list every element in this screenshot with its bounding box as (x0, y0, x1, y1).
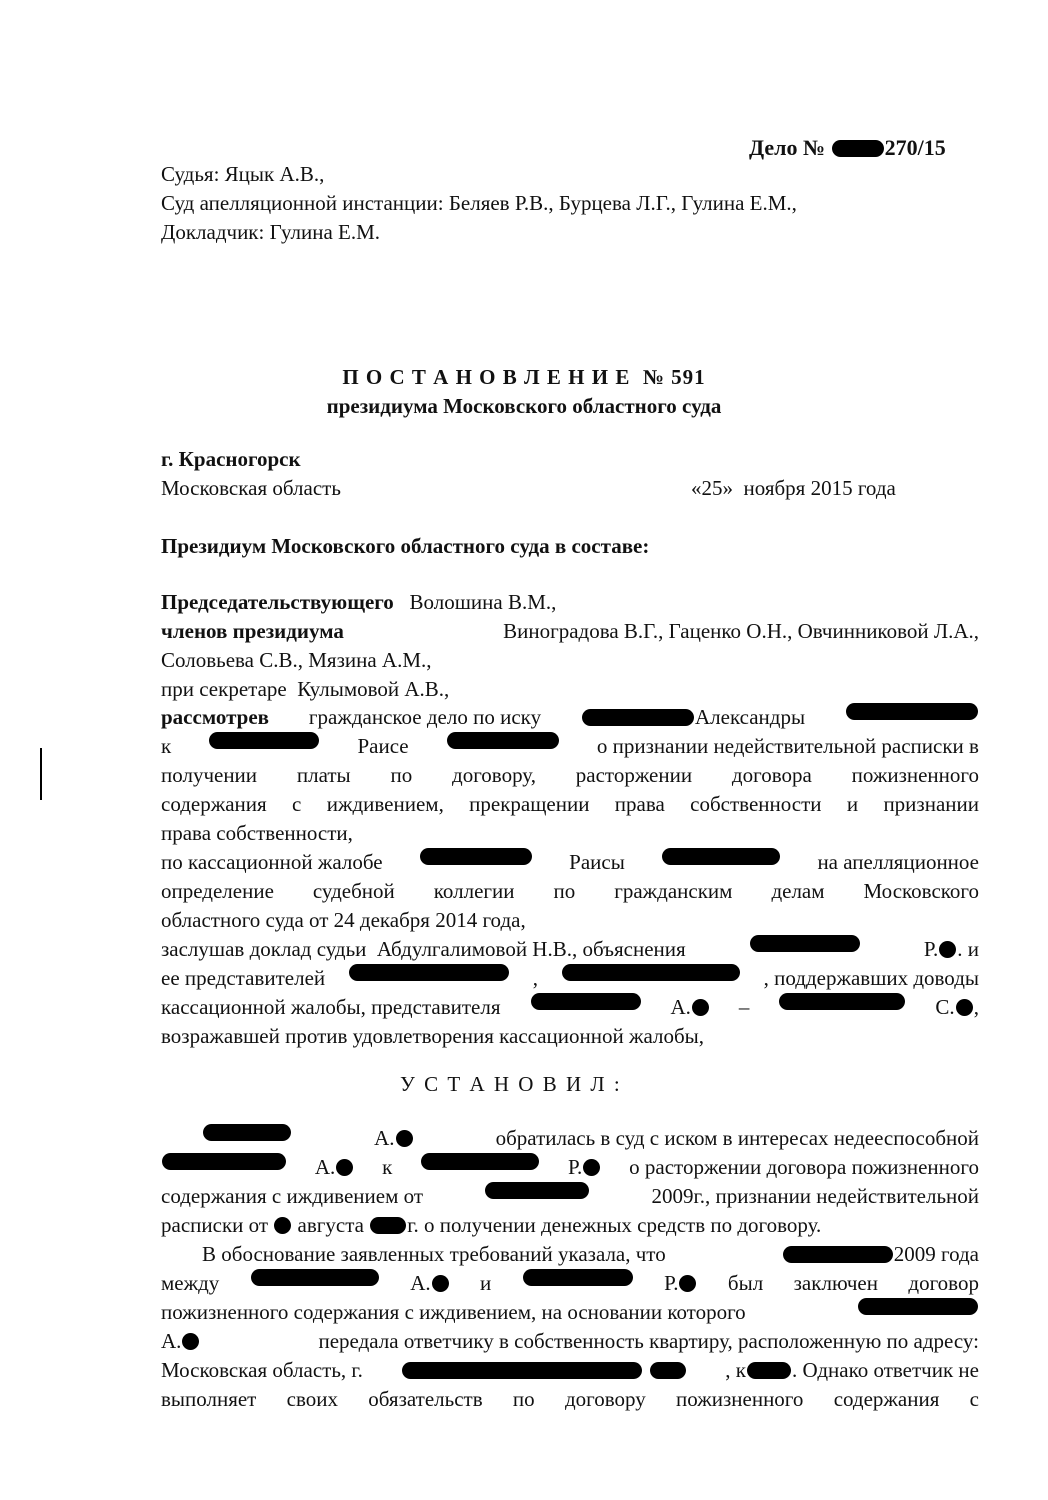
review-line-3: получении платы по договору, расторжении договора пожизненного (161, 763, 979, 787)
word-k2: , к (725, 1358, 746, 1382)
judge-line: Судья: Яцык А.В., (161, 162, 325, 186)
redaction (370, 1217, 406, 1234)
word-contract: договор (908, 1271, 979, 1295)
p1-line-4 (161, 1211, 821, 1239)
redaction (336, 1159, 353, 1176)
redaction (750, 935, 860, 952)
word-was: был (727, 1271, 764, 1295)
redaction (420, 848, 532, 865)
p1-line-1 (202, 1124, 979, 1152)
heard-text-4: кассационной жалобы, представителя (161, 995, 501, 1019)
word-a: А. (314, 1155, 336, 1179)
p1-text-4: 2009г., признании недействительной (651, 1184, 979, 1208)
review-line-5: права собственности, (161, 821, 353, 845)
p1-text-2: о расторжении договора пожизненного (629, 1155, 979, 1179)
p2-line-6: выполняет своих обязательств по договору пожизненного содержания с (161, 1387, 979, 1411)
cassation-line-2: определение судебной коллегии по гражданским делам Московского (161, 879, 979, 903)
redaction (432, 1275, 449, 1292)
redaction (421, 1153, 539, 1170)
redaction (562, 964, 740, 981)
word-r: Р. (664, 1271, 679, 1295)
word-k: к (382, 1155, 393, 1179)
p2-line-3 (161, 1298, 979, 1326)
heard-text-2: ее представителей (161, 966, 326, 990)
p2-text-3: пожизненного содержания с иждивением, на основании которого (161, 1300, 746, 1324)
redaction (396, 1130, 413, 1147)
redaction (692, 999, 709, 1016)
p1-line-2 (161, 1153, 979, 1181)
heard-text: заслушав доклад судьи Абдулгалимовой Н.В., объяснения (161, 937, 686, 961)
redaction (485, 1182, 589, 1199)
review-line-1 (161, 703, 979, 731)
document-subtitle: президиума Московского областного суда (326, 394, 722, 418)
speaker-line: Докладчик: Гулина Е.М. (161, 220, 381, 244)
established-heading: У С Т А Н О В И Л : (400, 1072, 622, 1096)
p2-text-6: . Однако ответчик не (791, 1358, 979, 1382)
cassation-line-1 (161, 848, 979, 876)
word-r: Р. (568, 1155, 583, 1179)
redaction (162, 1153, 286, 1170)
review-text: гражданское дело по иску (308, 705, 542, 729)
redaction (956, 999, 973, 1016)
heard-line-4: возражавшей против удовлетворения кассационной жалобы, (161, 1024, 705, 1048)
case-number (749, 134, 946, 162)
p2-line-1 (202, 1240, 979, 1268)
p2-line-4 (161, 1327, 979, 1355)
redaction (832, 140, 884, 157)
redaction (203, 1124, 291, 1141)
cassation-text: по кассационной жалобе (161, 850, 383, 874)
redaction (747, 1362, 791, 1379)
members-line-2: Соловьева С.В., Мязина А.М., (161, 648, 432, 672)
composition-heading: Президиум Московского областного суда в составе: (161, 534, 650, 558)
secretary-line: при секретаре Кулымовой А.В., (161, 677, 450, 701)
document-title: П О С Т А Н О В Л Е Н И Е № 591 (342, 365, 706, 389)
heard-line-3: кассационной жалобы, представителя А. – С. , (161, 995, 979, 1019)
word-between: между (161, 1271, 220, 1295)
redaction (531, 993, 641, 1010)
redaction (858, 1298, 978, 1315)
redaction (583, 1159, 600, 1176)
word-dash: – (738, 995, 750, 1019)
word-alexandra: Александры (695, 705, 806, 729)
heard-line-2 (161, 964, 979, 992)
chair-name: Волошина В.М., (409, 590, 557, 614)
word-raisy: Раисы (569, 850, 625, 874)
p1-text-3: содержания с иждивением от (161, 1184, 424, 1208)
redaction (251, 1269, 379, 1286)
cassation-line-3: областного суда от 24 декабря 2014 года, (161, 908, 526, 932)
p1-line-3 (161, 1182, 979, 1210)
word-raise: Раисе (357, 734, 409, 758)
appeal-court-line: Суд апелляционной инстанции: Беляев Р.В., Бурцева Л.Г., Гулина Е.М., (161, 191, 797, 215)
redaction (274, 1217, 291, 1234)
redaction (679, 1275, 696, 1292)
redaction (783, 1246, 893, 1263)
p2-text-5: Московская область, г. (161, 1358, 363, 1382)
word-concluded: заключен (793, 1271, 878, 1295)
case-number-prefix: Дело № (749, 135, 826, 160)
chair-line (161, 588, 556, 616)
redaction (650, 1362, 686, 1379)
word-a: А. (670, 995, 691, 1019)
review-label: рассмотрев (161, 705, 269, 729)
members-label: членов президиума (161, 619, 344, 643)
word-r: Р. (923, 937, 939, 961)
redaction (182, 1333, 199, 1350)
word-comma: , (532, 966, 538, 990)
p1-text: обратилась в суд с иском в интересах недееспособной (495, 1126, 979, 1150)
city: г. Красногорск (161, 447, 301, 471)
word-a: А. (374, 1126, 395, 1150)
word-a: А. (410, 1271, 431, 1295)
redaction (939, 941, 956, 958)
redaction (846, 703, 978, 720)
p1-text-5: расписки от (161, 1213, 269, 1237)
p1-text-6: августа (297, 1213, 364, 1237)
p1-text-7: г. о получении денежных средств по договору. (407, 1213, 822, 1237)
region: Московская область (161, 476, 341, 500)
word-a: А. (161, 1329, 182, 1353)
redaction (209, 732, 319, 749)
word-k: к (161, 734, 172, 758)
chair-label: Председательствующего (161, 590, 394, 614)
redaction (349, 964, 509, 981)
redaction (447, 732, 559, 749)
p2-text-2: 2009 года (893, 1242, 979, 1266)
redaction (662, 848, 780, 865)
redaction (779, 993, 905, 1010)
members-names: Виноградова В.Г., Гаценко О.Н., Овчинниковой Л.А., (503, 619, 979, 643)
p2-text-4: передала ответчику в собственность квартиру, расположенную по адресу: (318, 1329, 979, 1353)
p2-line-5 (161, 1356, 979, 1384)
word-i: и (480, 1271, 492, 1295)
review-text-2: о признании недействительной расписки в (596, 734, 979, 758)
heard-text-3: , поддержавших доводы (763, 966, 979, 990)
review-line-2 (161, 732, 979, 760)
heard-line-1 (161, 935, 979, 963)
cassation-text-2: на апелляционное (817, 850, 979, 874)
review-line-4: содержания с иждивением, прекращении права собственности и признании (161, 792, 979, 816)
redaction (582, 709, 694, 726)
document-date: «25» ноября 2015 года (691, 476, 896, 500)
case-number-suffix: 270/15 (884, 135, 946, 160)
scan-mark (40, 748, 42, 800)
p2-text: В обоснование заявленных требований указала, что (202, 1242, 666, 1266)
word-s: С. (935, 995, 955, 1019)
members-line-1 (161, 617, 979, 645)
p2-line-2 (161, 1269, 979, 1297)
redaction (402, 1362, 642, 1379)
redaction (523, 1269, 633, 1286)
word-and: . и (957, 937, 979, 961)
